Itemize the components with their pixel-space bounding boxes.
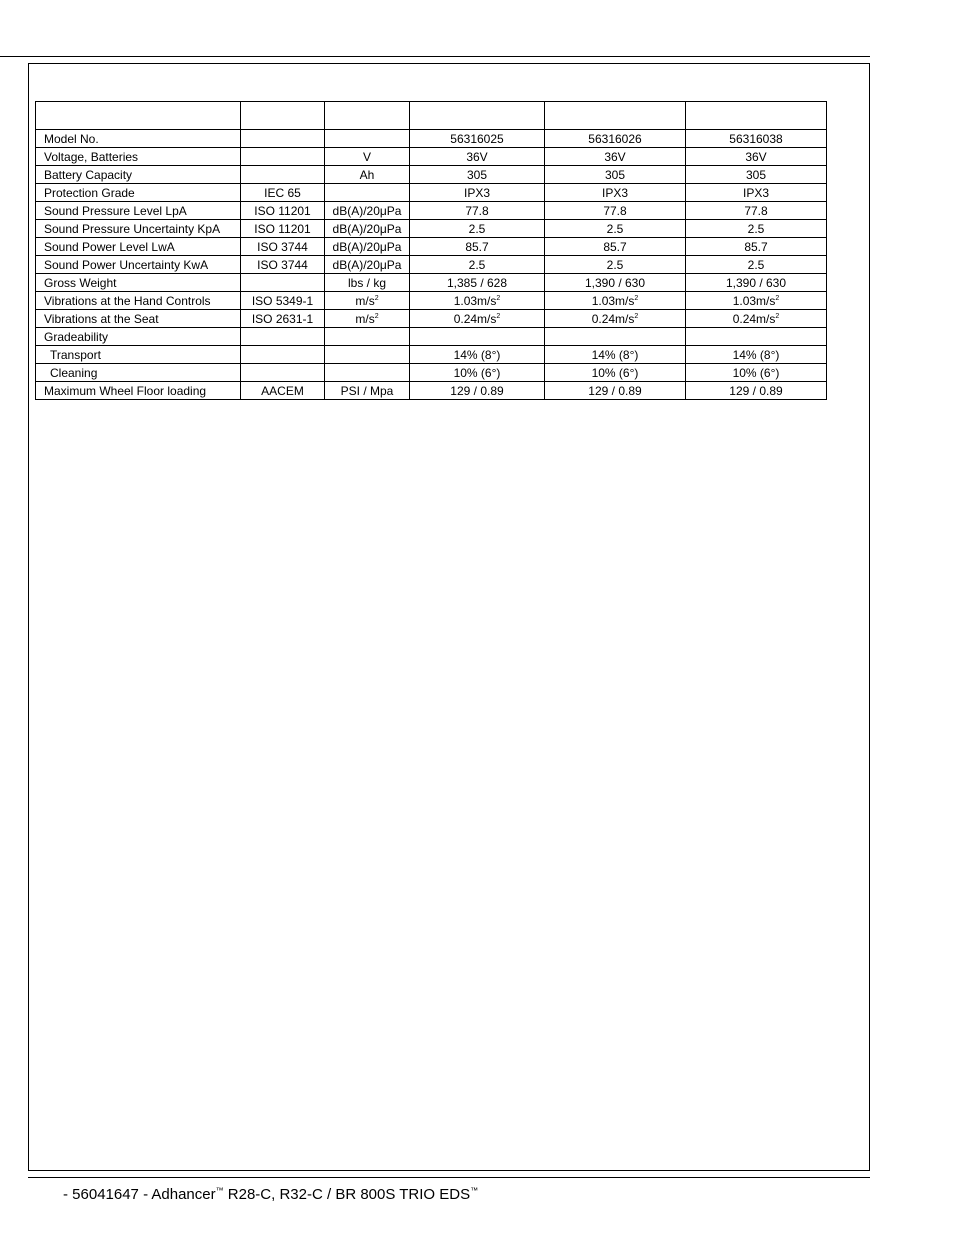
value-text: 0.24m/s — [453, 311, 497, 326]
unit-cell: dB(A)/20μPa — [325, 238, 410, 256]
unit-text: m/s — [355, 311, 375, 326]
row-label: Transport — [36, 346, 241, 364]
value-cell: 14% (8°) — [410, 346, 545, 364]
value-cell: 1,385 / 628 — [410, 274, 545, 292]
table-row — [36, 382, 827, 400]
header-cell — [686, 102, 827, 130]
value-cell: 77.8 — [410, 202, 545, 220]
standard-cell — [241, 148, 325, 166]
standard-cell: IEC 65 — [241, 184, 325, 202]
standard-cell: ISO 3744 — [241, 238, 325, 256]
value-cell: IPX3 — [686, 184, 827, 202]
standard-cell: ISO 11201 — [241, 202, 325, 220]
value-cell: 2.5 — [686, 220, 827, 238]
value-cell: 85.7 — [545, 238, 686, 256]
specifications-table — [35, 101, 827, 400]
value-cell: 305 — [686, 166, 827, 184]
table-row — [36, 130, 827, 148]
table-header-row — [36, 102, 827, 130]
value-cell: 129 / 0.89 — [410, 382, 545, 400]
footer-model-names: R28-C, R32-C / BR 800S TRIO EDS — [223, 1186, 471, 1203]
value-cell: 14% (8°) — [545, 346, 686, 364]
row-label: Cleaning — [36, 364, 241, 382]
value-cell: 10% (6°) — [410, 364, 545, 382]
value-cell — [410, 328, 545, 346]
row-label: Sound Power Uncertainty KwA — [36, 256, 241, 274]
bottom-rule — [28, 1177, 870, 1178]
row-label: Sound Pressure Level LpA — [36, 202, 241, 220]
unit-cell — [325, 328, 410, 346]
unit-cell — [325, 310, 410, 328]
table-row — [36, 148, 827, 166]
top-rule — [0, 56, 870, 57]
unit-cell: dB(A)/20μPa — [325, 256, 410, 274]
unit-cell — [325, 184, 410, 202]
trademark-symbol: ™ — [215, 1186, 224, 1195]
superscript: 2 — [496, 312, 501, 320]
value-text: 1.03m/s — [591, 293, 635, 308]
unit-cell — [325, 292, 410, 310]
standard-cell: AACEM — [241, 382, 325, 400]
standard-cell: ISO 11201 — [241, 220, 325, 238]
value-cell: 36V — [410, 148, 545, 166]
row-label: Vibrations at the Seat — [36, 310, 241, 328]
value-cell — [545, 328, 686, 346]
trademark-symbol: ™ — [470, 1186, 479, 1195]
value-text: 1.03m/s — [453, 293, 497, 308]
value-cell — [686, 292, 827, 310]
value-text: 1.03m/s — [732, 293, 776, 308]
unit-cell: Ah — [325, 166, 410, 184]
row-label: Model No. — [36, 130, 241, 148]
value-cell: 85.7 — [686, 238, 827, 256]
unit-text: m/s — [355, 293, 375, 308]
header-cell — [36, 102, 241, 130]
value-text: 0.24m/s — [591, 311, 635, 326]
table-row — [36, 328, 827, 346]
value-cell: 2.5 — [545, 256, 686, 274]
superscript: 2 — [374, 312, 379, 320]
value-cell: 36V — [686, 148, 827, 166]
value-cell: 77.8 — [545, 202, 686, 220]
value-cell: 56316025 — [410, 130, 545, 148]
row-label: Sound Power Level LwA — [36, 238, 241, 256]
value-cell: 1,390 / 630 — [686, 274, 827, 292]
value-cell: IPX3 — [410, 184, 545, 202]
superscript: 2 — [374, 294, 379, 302]
value-cell: 2.5 — [410, 220, 545, 238]
unit-cell: V — [325, 148, 410, 166]
standard-cell — [241, 130, 325, 148]
footer-part-number: - 56041647 - Adhancer — [63, 1186, 216, 1203]
row-label: Protection Grade — [36, 184, 241, 202]
unit-cell: dB(A)/20μPa — [325, 220, 410, 238]
value-cell: IPX3 — [545, 184, 686, 202]
table-row — [36, 202, 827, 220]
value-cell: 14% (8°) — [686, 346, 827, 364]
value-cell — [545, 310, 686, 328]
row-label: Sound Pressure Uncertainty KpA — [36, 220, 241, 238]
header-cell — [410, 102, 545, 130]
value-cell: 2.5 — [545, 220, 686, 238]
value-cell: 10% (6°) — [545, 364, 686, 382]
value-cell: 2.5 — [686, 256, 827, 274]
value-cell: 10% (6°) — [686, 364, 827, 382]
unit-cell: lbs / kg — [325, 274, 410, 292]
unit-cell — [325, 130, 410, 148]
value-cell — [686, 310, 827, 328]
page-footer — [63, 1186, 478, 1203]
value-cell: 129 / 0.89 — [545, 382, 686, 400]
superscript: 2 — [496, 294, 501, 302]
table-row — [36, 184, 827, 202]
superscript: 2 — [634, 312, 639, 320]
table-row — [36, 274, 827, 292]
table-row — [36, 166, 827, 184]
unit-cell — [325, 364, 410, 382]
row-label: Maximum Wheel Floor loading — [36, 382, 241, 400]
value-cell: 77.8 — [686, 202, 827, 220]
superscript: 2 — [775, 294, 780, 302]
header-cell — [241, 102, 325, 130]
standard-cell — [241, 166, 325, 184]
header-cell — [545, 102, 686, 130]
superscript: 2 — [775, 312, 780, 320]
superscript: 2 — [634, 294, 639, 302]
value-cell: 1,390 / 630 — [545, 274, 686, 292]
standard-cell — [241, 274, 325, 292]
unit-cell: dB(A)/20μPa — [325, 202, 410, 220]
value-cell: 2.5 — [410, 256, 545, 274]
table-row — [36, 292, 827, 310]
value-cell — [686, 328, 827, 346]
value-cell: 56316026 — [545, 130, 686, 148]
value-cell: 305 — [545, 166, 686, 184]
value-cell — [410, 310, 545, 328]
table-row — [36, 256, 827, 274]
table-row — [36, 346, 827, 364]
standard-cell — [241, 346, 325, 364]
unit-cell: PSI / Mpa — [325, 382, 410, 400]
table-row — [36, 220, 827, 238]
value-text: 0.24m/s — [732, 311, 776, 326]
table-row — [36, 310, 827, 328]
standard-cell: ISO 5349-1 — [241, 292, 325, 310]
row-label: Voltage, Batteries — [36, 148, 241, 166]
value-cell: 56316038 — [686, 130, 827, 148]
row-label: Gross Weight — [36, 274, 241, 292]
row-label: Battery Capacity — [36, 166, 241, 184]
standard-cell: ISO 3744 — [241, 256, 325, 274]
value-cell: 305 — [410, 166, 545, 184]
value-cell: 129 / 0.89 — [686, 382, 827, 400]
table-row — [36, 364, 827, 382]
header-cell — [325, 102, 410, 130]
row-label: Gradeability — [36, 328, 241, 346]
row-label: Vibrations at the Hand Controls — [36, 292, 241, 310]
value-cell — [545, 292, 686, 310]
value-cell — [410, 292, 545, 310]
value-cell: 36V — [545, 148, 686, 166]
standard-cell — [241, 328, 325, 346]
unit-cell — [325, 346, 410, 364]
standard-cell — [241, 364, 325, 382]
value-cell: 85.7 — [410, 238, 545, 256]
table-row — [36, 238, 827, 256]
standard-cell: ISO 2631-1 — [241, 310, 325, 328]
